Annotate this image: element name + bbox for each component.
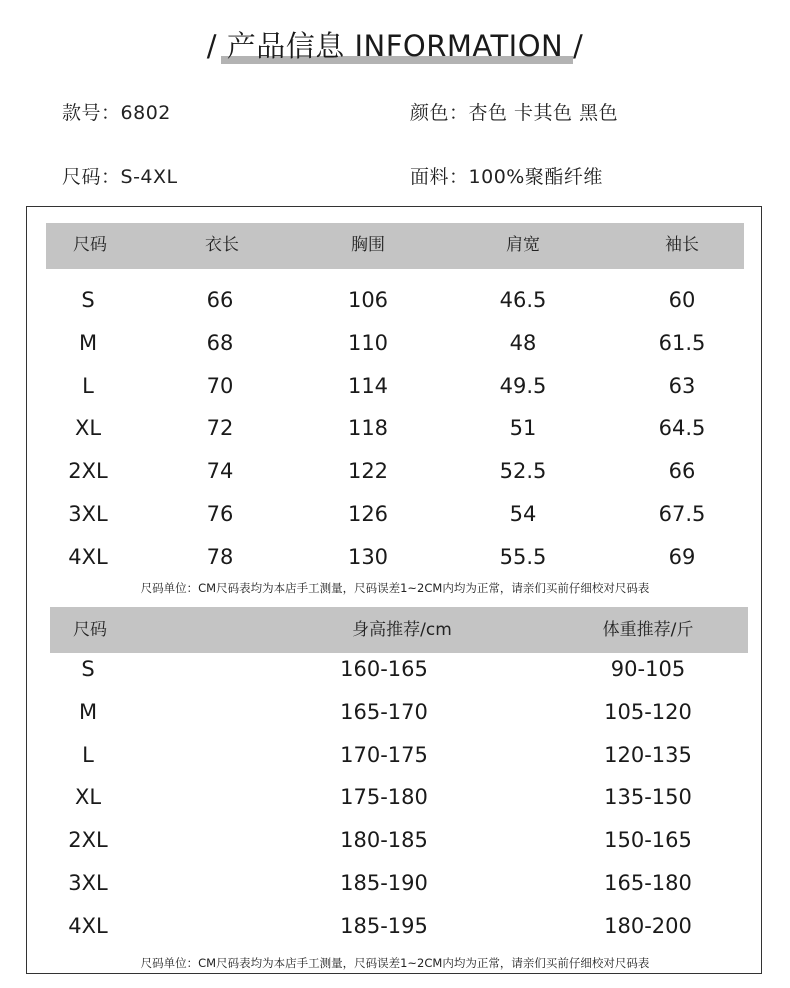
style-number-value: 6802 bbox=[120, 102, 171, 124]
recommend-cell-size: L bbox=[82, 742, 94, 767]
recommend-table-row bbox=[0, 657, 790, 687]
size-cell-length: 66 bbox=[206, 288, 234, 312]
recommend-cell-size: 2XL bbox=[68, 828, 108, 853]
size-cell-shoulder: 55.5 bbox=[499, 544, 547, 569]
size-range-value: S-4XL bbox=[120, 166, 178, 188]
recommend-cell-height: 185-195 bbox=[340, 913, 428, 938]
size-cell-length: 76 bbox=[206, 502, 234, 526]
size-table-note: 尺码单位：CM尺码表均为本店手工测量，尺码误差1~2CM内均为正常，请亲们买前仔细校对尺码表 bbox=[140, 581, 650, 595]
recommend-cell-height: 185-190 bbox=[340, 871, 428, 895]
size-table-row bbox=[0, 459, 790, 489]
recommend-cell-weight: 120-135 bbox=[604, 742, 692, 767]
color-value: 杏色 卡其色 黑色 bbox=[468, 102, 619, 124]
recommend-cell-weight: 105-120 bbox=[604, 699, 692, 724]
size-cell-sleeve: 64.5 bbox=[658, 416, 706, 441]
size-cell-size: XL bbox=[74, 416, 102, 441]
size-cell-chest: 110 bbox=[347, 330, 389, 355]
size-cell-size: 3XL bbox=[68, 502, 108, 526]
size-cell-length: 72 bbox=[206, 416, 234, 441]
fabric-value: 100%聚酯纤维 bbox=[468, 166, 603, 188]
recommend-table-row bbox=[0, 871, 790, 901]
size-cell-size: 4XL bbox=[68, 544, 108, 569]
recommend-cell-height: 175-180 bbox=[340, 785, 428, 810]
fabric-info bbox=[410, 164, 603, 190]
size-table-header-size: 尺码 bbox=[73, 235, 107, 255]
size-cell-size: S bbox=[81, 288, 95, 312]
size-cell-sleeve: 60 bbox=[668, 288, 696, 312]
page-title-text: / 产品信息 INFORMATION / bbox=[206, 29, 584, 63]
size-table-row bbox=[0, 502, 790, 532]
recommend-cell-size: XL bbox=[74, 785, 102, 810]
size-cell-length: 78 bbox=[206, 544, 234, 569]
size-cell-sleeve: 63 bbox=[668, 373, 696, 398]
size-cell-shoulder: 54 bbox=[509, 502, 537, 526]
recommend-cell-size: S bbox=[81, 657, 95, 681]
size-table-row bbox=[0, 545, 790, 575]
size-cell-size: M bbox=[78, 330, 98, 355]
size-cell-length: 68 bbox=[206, 330, 234, 355]
size-cell-size: 2XL bbox=[68, 459, 108, 484]
size-cell-shoulder: 48 bbox=[509, 330, 537, 355]
recommend-table-row bbox=[0, 743, 790, 773]
recommend-cell-height: 180-185 bbox=[340, 828, 428, 853]
recommend-cell-size: M bbox=[78, 699, 98, 724]
recommend-cell-weight: 135-150 bbox=[604, 785, 692, 810]
size-table-header-sleeve: 袖长 bbox=[665, 235, 699, 255]
color-info bbox=[410, 100, 618, 126]
size-cell-chest: 130 bbox=[347, 544, 389, 569]
size-cell-chest: 106 bbox=[347, 288, 389, 312]
size-range-label: 尺码： bbox=[62, 166, 121, 188]
size-cell-sleeve: 61.5 bbox=[658, 330, 706, 355]
size-cell-sleeve: 69 bbox=[668, 544, 696, 569]
recommend-table-header-height: 身高推荐/cm bbox=[352, 620, 452, 640]
size-table-header-chest: 胸围 bbox=[351, 235, 385, 255]
recommend-cell-weight: 180-200 bbox=[604, 913, 692, 938]
size-table-row bbox=[0, 288, 790, 318]
size-cell-sleeve: 67.5 bbox=[658, 502, 706, 526]
recommend-table-row bbox=[0, 785, 790, 815]
recommend-table-row bbox=[0, 828, 790, 858]
fabric-label: 面料： bbox=[410, 166, 469, 188]
recommend-cell-weight: 150-165 bbox=[604, 828, 692, 853]
size-table-row bbox=[0, 331, 790, 361]
size-cell-chest: 114 bbox=[347, 373, 389, 398]
size-cell-length: 70 bbox=[206, 373, 234, 398]
recommend-table-row bbox=[0, 914, 790, 944]
recommend-cell-size: 3XL bbox=[68, 871, 108, 895]
size-cell-length: 74 bbox=[206, 459, 234, 484]
recommend-cell-weight: 165-180 bbox=[604, 871, 692, 895]
size-range-info bbox=[62, 164, 178, 190]
size-table-row bbox=[0, 374, 790, 404]
size-cell-chest: 118 bbox=[347, 416, 389, 441]
size-cell-sleeve: 66 bbox=[668, 459, 696, 484]
recommend-table-note: 尺码单位：CM尺码表均为本店手工测量，尺码误差1~2CM内均为正常，请亲们买前仔细校对尺码表 bbox=[140, 956, 650, 970]
recommend-cell-height: 170-175 bbox=[340, 742, 428, 767]
size-table-row bbox=[0, 416, 790, 446]
page-title bbox=[203, 26, 588, 66]
recommend-cell-size: 4XL bbox=[68, 913, 108, 938]
recommend-cell-weight: 90-105 bbox=[610, 657, 686, 681]
recommend-cell-height: 160-165 bbox=[340, 657, 428, 681]
recommend-table-header-weight: 体重推荐/斤 bbox=[602, 620, 694, 640]
page-title-block bbox=[0, 26, 790, 66]
size-cell-size: L bbox=[82, 373, 94, 398]
recommend-cell-height: 165-170 bbox=[340, 699, 428, 724]
size-cell-chest: 126 bbox=[347, 502, 389, 526]
recommend-table-row bbox=[0, 700, 790, 730]
size-cell-shoulder: 52.5 bbox=[499, 459, 547, 484]
size-cell-shoulder: 51 bbox=[509, 416, 537, 441]
size-cell-shoulder: 49.5 bbox=[499, 373, 547, 398]
color-label: 颜色： bbox=[410, 102, 469, 124]
recommend-table-header-size: 尺码 bbox=[73, 620, 107, 640]
recommend-table-header bbox=[50, 607, 748, 653]
size-table-header bbox=[46, 223, 744, 269]
style-number-label: 款号： bbox=[62, 102, 121, 124]
size-cell-shoulder: 46.5 bbox=[499, 288, 547, 312]
size-table-header-length: 衣长 bbox=[205, 235, 239, 255]
size-table-header-shoulder: 肩宽 bbox=[506, 235, 540, 255]
style-number-info bbox=[62, 100, 171, 126]
size-cell-chest: 122 bbox=[347, 459, 389, 484]
